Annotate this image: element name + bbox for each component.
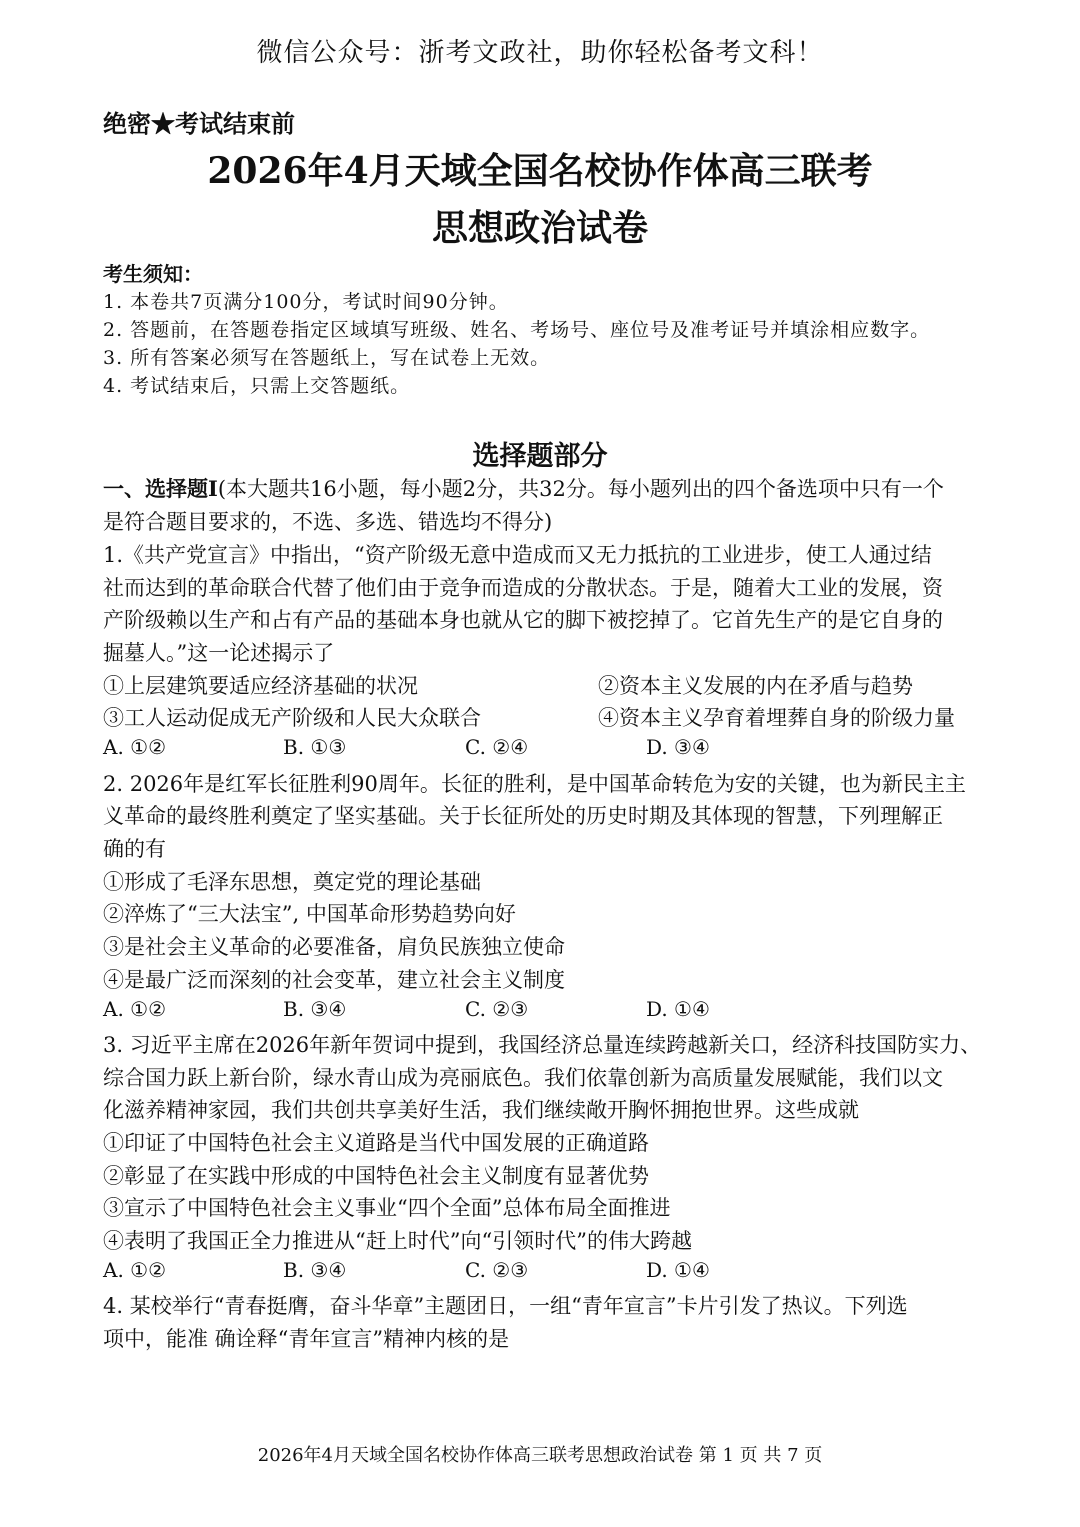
q2-statement-2: ②淬炼了“三大法宝”, 中国革命形势趋势向好 (103, 902, 516, 926)
q2-answer-b: B. ③④ (283, 997, 347, 1021)
q4-stem-line: 4. 某校举行“青春挺膺，奋斗华章”主题团日，一组“青年宣言”卡片引发了热议。下列选 (103, 1294, 908, 1318)
q3-statement-1: ①印证了中国特色社会主义道路是当代中国发展的正确道路 (103, 1131, 649, 1155)
q2-statement-4: ④是最广泛而深刻的社会变革，建立社会主义制度 (103, 968, 565, 992)
q1-answer-d: D. ③④ (646, 735, 710, 759)
q3-stem-line: 化滋养精神家园，我们共创共享美好生活，我们继续敞开胸怀拥抱世界。这些成就 (103, 1098, 859, 1122)
q1-answer-b: B. ①③ (283, 735, 347, 759)
q1-statement-1: ①上层建筑要适应经济基础的状况 (103, 674, 418, 698)
part-description: (本大题共16小题，每小题2分，共32分。每小题列出的四个备选项中只有一个 (217, 477, 944, 501)
q1-answer-a: A. ①② (103, 735, 167, 759)
q1-statement-4: ④资本主义孕育着埋葬自身的阶级力量 (598, 706, 955, 730)
section-title: 选择题部分 (472, 441, 608, 472)
q3-statement-2: ②彰显了在实践中形成的中国特色社会主义制度有显著优势 (103, 1164, 649, 1188)
q2-answer-d: D. ①④ (646, 997, 710, 1021)
notice-item: 1. 本卷共7页满分100分，考试时间90分钟。 (103, 291, 509, 313)
q1-statement-2: ②资本主义发展的内在矛盾与趋势 (598, 674, 913, 698)
q3-answer-a: A. ①② (103, 1258, 167, 1282)
exam-title: 2026年4月天域全国名校协作体高三联考 (207, 150, 873, 192)
q1-stem-line: 1.《共产党宣言》中指出，“资产阶级无意中造成而又无力抵抗的工业进步，使工人通过结 (103, 543, 932, 567)
confidential-mark: 绝密★考试结束前 (103, 109, 295, 138)
q3-statement-4: ④表明了我国正全力推进从“赶上时代”向“引领时代”的伟大跨越 (103, 1229, 692, 1253)
page-footer: 2026年4月天域全国名校协作体高三联考思想政治试卷 第 1 页 共 7 页 (257, 1445, 823, 1466)
q1-answer-c: C. ②④ (465, 735, 529, 759)
q2-stem-line: 确的有 (103, 837, 166, 861)
q3-answer-d: D. ①④ (646, 1258, 710, 1282)
q2-statement-1: ①形成了毛泽东思想，奠定党的理论基础 (103, 870, 481, 894)
notice-heading: 考生须知： (103, 262, 203, 286)
notice-item: 2. 答题前，在答题卷指定区域填写班级、姓名、考场号、座位号及准考证号并填涂相应数字。 (103, 319, 931, 341)
q1-stem-line: 社而达到的革命联合代替了他们由于竞争而造成的分散状态。于是，随着大工业的发展，资 (103, 576, 943, 600)
q2-answer-c: C. ②③ (465, 997, 529, 1021)
part-heading (103, 473, 944, 503)
wechat-banner: 微信公众号：浙考文政社，助你轻松备考文科！ (256, 38, 824, 68)
q4-stem-line: 项中，能准 确诠释“青年宣言”精神内核的是 (103, 1327, 510, 1351)
q3-stem-line: 3. 习近平主席在2026年新年贺词中提到，我国经济总量连续跨越新关口，经济科技国防实力、 (103, 1033, 982, 1057)
q1-stem-line: 产阶级赖以生产和占有产品的基础本身也就从它的脚下被挖掉了。它首先生产的是它自身的 (103, 608, 943, 632)
notice-item: 3. 所有答案必须写在答题纸上，写在试卷上无效。 (103, 347, 551, 369)
notice-item: 4. 考试结束后，只需上交答题纸。 (103, 375, 411, 397)
q3-stem-line: 综合国力跃上新台阶，绿水青山成为亮丽底色。我们依靠创新为高质量发展赋能，我们以文 (103, 1066, 943, 1090)
q2-statement-3: ③是社会主义革命的必要准备，肩负民族独立使命 (103, 935, 565, 959)
q3-statement-3: ③宣示了中国特色社会主义事业“四个全面”总体布局全面推进 (103, 1196, 671, 1220)
part-label: 一、选择题Ⅰ (103, 476, 218, 501)
q2-stem-line: 义革命的最终胜利奠定了坚实基础。关于长征所处的历史时期及其体现的智慧，下列理解正 (103, 804, 943, 828)
q1-statement-3: ③工人运动促成无产阶级和人民大众联合 (103, 706, 481, 730)
q3-answer-c: C. ②③ (465, 1258, 529, 1282)
q2-stem-line: 2. 2026年是红军长征胜利90周年。长征的胜利，是中国革命转危为安的关键，也为新民主主 (103, 772, 966, 796)
q3-answer-b: B. ③④ (283, 1258, 347, 1282)
exam-subject: 思想政治试卷 (431, 207, 648, 249)
part-description-cont: 是符合题目要求的，不选、多选、错选均不得分) (103, 510, 553, 534)
q1-stem-line: 掘墓人。”这一论述揭示了 (103, 641, 335, 665)
q2-answer-a: A. ①② (103, 997, 167, 1021)
